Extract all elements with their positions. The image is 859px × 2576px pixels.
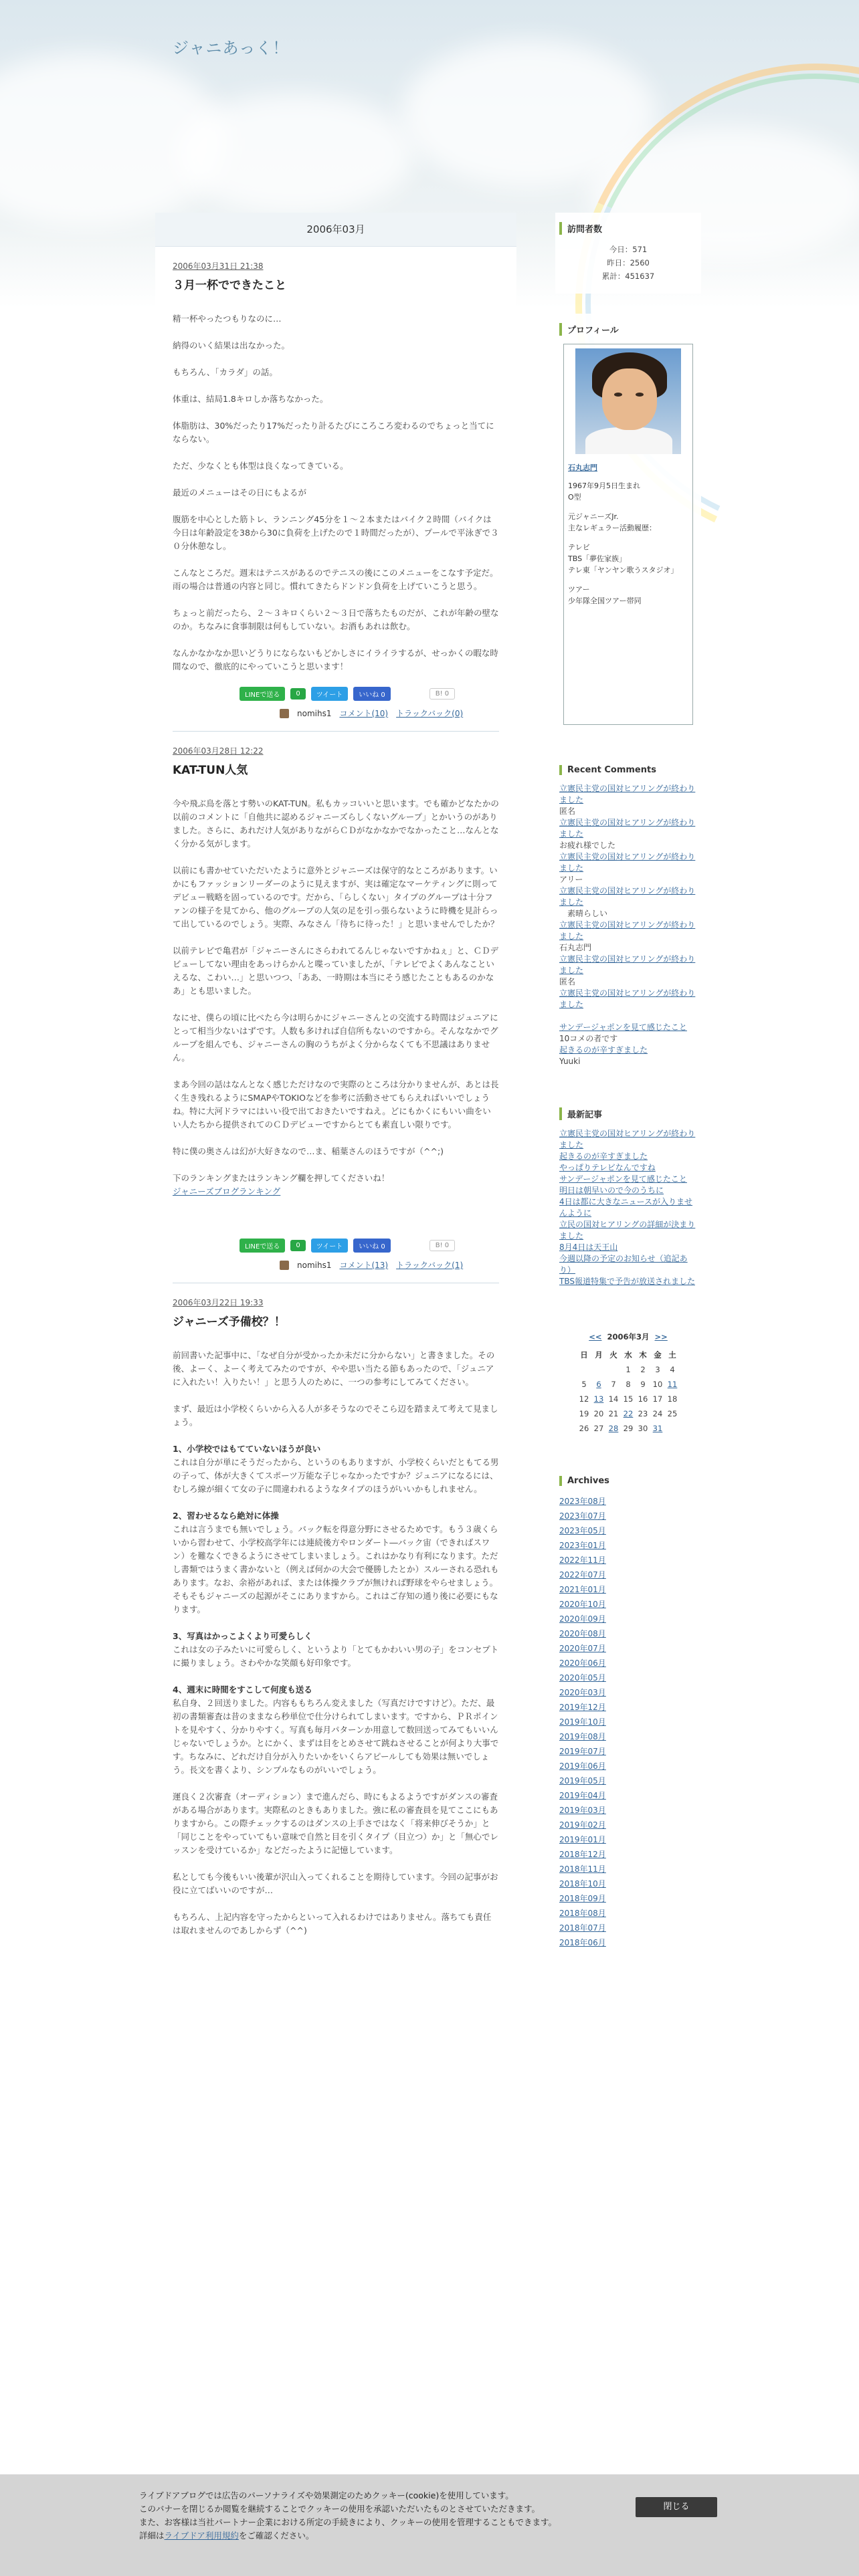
ranking-link[interactable]: ジャニーズブログランキング (173, 1186, 281, 1196)
paragraph: まあ今回の話はなんとなく感じただけなので実際のところは分かりませんが、あとは長く生き残れるようにSMAPやTOKIOなどを参考に活動させてもらえればいいでしょうね。特に大河ドラマにはいい役で出ておきたいですねえ。どにもかくにもいい曲をいい人たちから提供されてのＣＤデビューですからとても素直しい限りです。 (173, 1079, 499, 1130)
calendar-day: 4 (670, 1365, 675, 1374)
calendar-weekday: 火 (609, 1350, 617, 1360)
paragraph: 以前テレビで亀君が「ジャニーさんにさらわれてるんじゃないですかねぇ」と、ＣＤデビューしてない理由をあっけらかんと喋っていましたが、「テレビでよくあんなこといえるな、こわい…」と思いつつ、「ああ、一時期は本当にそう感じたこともあるのかなあ」とも思いました。 (173, 946, 499, 996)
paragraph: ちょっと前だったら、２～３キロくらい２～３日で落ちたものだが、これが年齢の壁なのか。ちなみに食事制限は何もしていない。お酒もあれは飲む。 (173, 608, 499, 631)
article-2 (173, 732, 499, 1283)
hatena-bookmark-button[interactable]: B! 0 (430, 1240, 455, 1251)
comment-author: 10コメの者です (559, 1034, 618, 1043)
article-title[interactable]: ３月一杯でできたこと (173, 279, 286, 292)
paragraph: 私としても今後もいい後輩が沢山入ってくれることを期待しています。今回の記事がお役に立てばいいのですが… (173, 1872, 498, 1895)
archive-link[interactable]: 2021年01月 (559, 1585, 606, 1594)
recent-comment-link[interactable]: 起きるのが辛すぎました (559, 1045, 648, 1055)
archive-link[interactable]: 2023年01月 (559, 1541, 606, 1550)
calendar-weekday: 金 (654, 1350, 662, 1360)
calendar-day: 16 (638, 1394, 648, 1404)
archive-link[interactable]: 2018年10月 (559, 1879, 606, 1889)
calendar-day: 27 (593, 1424, 604, 1433)
paragraph: もちろん、「カラダ」の話。 (173, 367, 278, 377)
calendar-day: 3 (655, 1365, 660, 1374)
section-heading: 3、写真はかっこよくより可愛らしく (173, 1631, 312, 1641)
calendar-day: 12 (579, 1394, 589, 1404)
profile-box (555, 314, 701, 736)
paragraph: 特に僕の奥さんは幻が大好きなので…ま、稲葉さんのほうですが（^^;) (173, 1146, 444, 1156)
paragraph: 私自身、２回送りました。内容ももちろん変えました（写真だけですけど）。ただ、最初の書類審査は昔のままなら秒単位で仕分けられてしまいます。ですから、ＰＲポイントを見やすく、分かりやすく。写真も毎月パターンか用意して数回送ってみてもいいんじゃないでしょうか。とにかく、まずは目をとめさせて跳ねさせることが何より大事です。ちなみに、どれだけ自分が入りたいかをいくらアピールしても効果は無いでしょう。長文を書くより、シンプルなものがいいでしょう。 (173, 1698, 499, 1775)
paragraph: 精一杯やったつもりなのに… (173, 314, 282, 324)
paragraph: 以前にも書かせていただいたように意外とジャニーズは保守的なところがあります。いかにもファッションリーダーのように見えますが、実は確定なマーケティングに則ってデビュー戦略を固っているのです。だから、「らしくない」タイプのグループは十分ファンの様子を見てから、他のグループの人気の足を引っ張らないように時機を見計らって出しているのでしょう。実際、みなさん「待ちに待った！」と思いませんでしたか？ (173, 865, 499, 929)
recent-comment-link[interactable]: サンデージャポンを見て感じたこと (559, 1023, 687, 1032)
calendar-table (577, 1348, 680, 1436)
profile-photo (575, 348, 681, 454)
archive-list (559, 1494, 697, 1950)
calendar-day-link[interactable]: 11 (667, 1380, 678, 1389)
archive-link[interactable]: 2018年07月 (559, 1923, 606, 1933)
archive-link[interactable]: 2019年07月 (559, 1747, 606, 1756)
archive-link[interactable]: 2019年01月 (559, 1835, 606, 1844)
paragraph: 下のランキングまたはランキング欄を押してくださいね！ (173, 1173, 390, 1183)
archive-link[interactable]: 2019年06月 (559, 1761, 606, 1771)
paragraph: これは自分が単にそうだったから、というのもありますが、小学校くらいだともてる男の子って、体が大きくてスポーツ万能な子じゃなかったですか？ジュニアになるには、むしろ線が細くて女の子に間違われるようなタイプのほうがいいかもしれません。 (173, 1457, 499, 1494)
archive-link[interactable]: 2018年09月 (559, 1894, 606, 1903)
archive-link[interactable]: 2019年02月 (559, 1820, 606, 1830)
archive-link[interactable]: 2020年09月 (559, 1614, 606, 1624)
recent-post-link[interactable]: 明日は朝早いので今のうちに (559, 1186, 664, 1195)
recent-comments-box (555, 756, 701, 1078)
visitors-heading: 訪問者数 (559, 222, 697, 235)
cookie-text-2: このバナーを閉じるか閲覧を継続することでクッキーの使用を承認いただいたものとさせていただきます。 (139, 2504, 541, 2514)
recent-comments-heading: Recent Comments (559, 765, 697, 775)
recent-post-link[interactable]: サンデージャポンを見て感じたこと (559, 1174, 687, 1184)
archive-link[interactable]: 2018年08月 (559, 1909, 606, 1918)
article-3 (173, 1283, 499, 1937)
profile-tv1: TBS「夢佐家族」 (568, 554, 627, 563)
calendar-weekday: 木 (639, 1350, 647, 1360)
visitors-today: 今日：571 (609, 245, 648, 254)
calendar-weekday: 月 (595, 1350, 603, 1360)
calendar-day: 14 (608, 1394, 619, 1404)
tweet-button[interactable]: ツイート (311, 687, 349, 701)
paragraph: 前回書いた記事中に、「なぜ自分が受かったか未だに分からない」と書きました。その後、よーく、よーく考えてみたのですが、やや思い当たる節もあったので、「ジュニアに入れたい！入りたい！」と思う人のために、一つの参考にしてみてください。 (173, 1350, 495, 1387)
archive-link[interactable]: 2019年08月 (559, 1732, 606, 1741)
article-date[interactable]: 2006年03月28日 12:22 (173, 746, 264, 756)
visitors-yesterday: 昨日：2560 (607, 258, 650, 267)
share-bar (240, 1239, 499, 1253)
recent-posts-box (555, 1098, 701, 1298)
recent-comment-link[interactable]: 立憲民主党の国対ヒアリングが終わりました (559, 920, 696, 941)
profile-tour-label: ツアー (568, 585, 590, 594)
comment-author: 石丸志門 (559, 943, 592, 952)
archive-link[interactable]: 2023年08月 (559, 1497, 606, 1506)
paragraph: 運良く２次審査（オーディション）まで進んだら、時にもよるようですがダンスの審査がある場合があります。実際私のときもありました。強に私の審査員を見てここにもありますから。この際チェックするのはダンスの上手さではなく「将来伸びそうか」と「同じことをやっていてもい意味で自然と目を引くタイプ（目立つ）か」と「無心でレッスンを受けているか」などだったように記憶しています。 (173, 1792, 498, 1855)
recent-comment-link[interactable]: 立憲民主党の国対ヒアリングが終わりました (559, 988, 696, 1009)
article-1 (173, 247, 499, 732)
calendar-day: 17 (652, 1394, 663, 1404)
profile-birth: 1967年9月5日生まれ (568, 481, 640, 490)
paragraph: ただ、少なくとも体型は良くなってきている。 (173, 461, 349, 471)
paragraph: なんかなかなか思いどうりにならないもどかしさにイライラするが、せっかくの暇な時間なので、徹底的にやっていこうと思います！ (173, 648, 498, 671)
cookie-text-prefix: 詳細は (139, 2531, 165, 2541)
trackback-link[interactable]: トラックバック(0) (396, 709, 464, 718)
archive-link[interactable]: 2020年05月 (559, 1673, 606, 1683)
recent-post-link[interactable]: 4日は都に大きなニュースが入りませんように (559, 1197, 693, 1218)
profile-blood: O型 (568, 493, 581, 502)
profile-jr: 元ジャニーズJr. (568, 512, 619, 521)
line-share-button[interactable]: LINEで送る (240, 1239, 285, 1253)
article-body (173, 797, 499, 1198)
calendar-prev-link[interactable]: << (589, 1332, 602, 1341)
calendar-box (555, 1318, 701, 1446)
archive-link[interactable]: 2020年07月 (559, 1644, 606, 1653)
paragraph: 体脂肪は、30%だったり17%だったり計るたびにころころ変わるのでちょっと当てにならない。 (173, 421, 494, 444)
cookie-text-suffix: をご確認ください。 (238, 2531, 314, 2541)
recent-comment-link[interactable]: 立憲民主党の国対ヒアリングが終わりました (559, 852, 696, 873)
calendar-day: 19 (579, 1409, 589, 1418)
line-share-button[interactable]: LINEで送る (240, 687, 285, 701)
paragraph: こんなところだ。週末はテニスがあるのでテニスの後にこのメニューをこなす予定だ。雨の場合は普通の内容と同じ。慣れてきたらドンドン負荷を上げていこうと思う。 (173, 568, 498, 591)
recent-posts-heading: 最新記事 (559, 1107, 697, 1120)
author-name: nomihs1 (297, 708, 332, 718)
paragraph: なにせ、僕らの頃に比べたら今は明らかにジャニーさんとの交流する時間はジュニアにとって相当少ないはずです。人数も多ければ自信所もないのですから。そんななかでグループを組んでも、ジャニーさんの胸のうちがよく分からなくても不思議はありません。 (173, 1012, 498, 1063)
comments-link[interactable]: コメント(13) (339, 1261, 389, 1270)
article-date[interactable]: 2006年03月22日 19:33 (173, 1298, 264, 1307)
calendar-day: 7 (611, 1380, 616, 1389)
author-name: nomihs1 (297, 1260, 332, 1270)
profile-heading: プロフィール (559, 323, 697, 336)
main-column (155, 213, 516, 2486)
calendar-day: 18 (667, 1394, 678, 1404)
archive-link[interactable]: 2020年10月 (559, 1600, 606, 1609)
profile-tv2: テレ東「ヤンヤン歌うスタジオ」 (568, 566, 678, 574)
calendar-day: 8 (626, 1380, 631, 1389)
calendar-day: 9 (640, 1380, 646, 1389)
calendar-day: 30 (638, 1424, 648, 1433)
archive-link[interactable]: 2020年03月 (559, 1688, 606, 1697)
author-avatar-icon (280, 1261, 289, 1270)
archives-box (555, 1467, 701, 1961)
trackback-link[interactable]: トラックバック(1) (396, 1261, 464, 1270)
archive-link[interactable]: 2023年07月 (559, 1511, 606, 1521)
calendar-day-link[interactable]: 28 (608, 1424, 619, 1433)
recent-post-link[interactable]: 起きるのが辛すぎました (559, 1152, 648, 1161)
recent-comment-link[interactable]: 立憲民主党の国対ヒアリングが終わりました (559, 818, 696, 839)
profile-regular: 主なレギュラー活動履歴： (568, 524, 656, 532)
section-heading: 4、週末に時間をすこして何度も送る (173, 1685, 312, 1695)
calendar-day[interactable] (591, 1377, 606, 1392)
sidebar (555, 213, 701, 1981)
calendar-weekday: 水 (624, 1350, 632, 1360)
calendar-day: 1 (626, 1365, 631, 1374)
archive-link[interactable]: 2019年05月 (559, 1776, 606, 1786)
section-heading: 2、習わせるなら絶対に体操 (173, 1511, 279, 1521)
month-heading: 2006年03月 (155, 213, 516, 247)
article-body (173, 1349, 499, 1937)
profile-tour1: 少年隊全国ツアー帯同 (568, 597, 642, 605)
calendar-day: 23 (638, 1409, 648, 1418)
paragraph: 最近のメニューはその日にもよるが (173, 488, 307, 498)
calendar-next-link[interactable]: >> (654, 1332, 668, 1341)
cookie-text-1: ライブドアブログでは広告のパーソナライズや効果測定のためクッキー(cookie)を使用しています。 (139, 2490, 514, 2500)
author-avatar-icon (280, 709, 289, 718)
calendar-day-link[interactable]: 22 (623, 1409, 634, 1418)
calendar-day-link[interactable]: 6 (596, 1380, 601, 1389)
cookie-text-4 (139, 2529, 621, 2543)
recent-post-link[interactable]: やっぱりテレビなんですね (559, 1163, 656, 1172)
comment-author: 素晴らしい (559, 909, 608, 918)
paragraph: 腹筋を中心とした筋トレ、ランニング45分を１～２本またはバイク２時間（バイクは今日は年齢設定を38から30に負荷を上げたので１時間だったが）、プールで平泳ぎで３０分休憩なし。 (173, 514, 499, 551)
facebook-like-button[interactable]: いいね 0 (353, 1239, 391, 1253)
calendar-day: 24 (652, 1409, 663, 1418)
archive-link[interactable]: 2018年06月 (559, 1938, 606, 1947)
recent-post-link[interactable]: 今週以降の予定のお知らせ（追記あり） (559, 1254, 688, 1275)
calendar-weekday: 土 (668, 1350, 676, 1360)
article-title[interactable]: KAT-TUN人気 (173, 764, 248, 777)
calendar-day-link[interactable]: 31 (652, 1424, 663, 1433)
calendar-day: 10 (652, 1380, 663, 1389)
comment-author: 匿名 (559, 977, 576, 986)
calendar-day[interactable] (665, 1377, 680, 1392)
calendar-day: 20 (593, 1409, 604, 1418)
visitor-counter (555, 213, 701, 294)
cookie-close-button[interactable]: 閉じる (636, 2497, 717, 2517)
archive-link[interactable]: 2023年05月 (559, 1526, 606, 1535)
comment-author: Yuuki (559, 1057, 581, 1066)
paragraph: まず、最近は小学校くらいから入る人が多そうなのでそこら辺を踏まえて考えて見ましょう。 (173, 1404, 498, 1427)
archive-link[interactable]: 2018年12月 (559, 1850, 606, 1859)
recent-comment-link[interactable]: 立憲民主党の国対ヒアリングが終わりました (559, 954, 696, 975)
share-bar (240, 687, 499, 701)
recent-post-link[interactable]: 立憲民主党の国対ヒアリングが終わりました (559, 1129, 696, 1150)
recent-comment-link[interactable]: 立憲民主党の国対ヒアリングが終わりました (559, 784, 696, 804)
comment-author: お疲れ様でした (559, 841, 616, 850)
comment-author: アリー (559, 875, 583, 884)
cookie-banner (0, 2474, 859, 2576)
archive-link[interactable]: 2022年11月 (559, 1555, 606, 1565)
recent-post-link[interactable]: TBS報道特集で予告が放送されました (559, 1277, 695, 1286)
mix-check-button[interactable]: 0 (290, 1240, 305, 1251)
visitors-total: 累計：451637 (601, 272, 655, 281)
paragraph: これは女の子みたいに可愛らしく、というより「とてもかわいい男の子」をコンセプトに撮りましょう。さわやかな笑顔も好印象です。 (173, 1644, 499, 1668)
recent-post-link[interactable]: 8月4日は天王山 (559, 1243, 618, 1252)
article-meta (280, 1259, 499, 1271)
calendar-nav (559, 1331, 697, 1342)
terms-link[interactable]: ライブドア利用規約 (164, 2531, 239, 2541)
recent-comment-link[interactable]: 立憲民主党の国対ヒアリングが終わりました (559, 886, 696, 907)
comments-link[interactable]: コメント(10) (339, 709, 389, 718)
calendar-day[interactable] (650, 1421, 665, 1436)
archive-link[interactable]: 2019年04月 (559, 1791, 606, 1800)
calendar-day: 29 (623, 1424, 634, 1433)
article-title[interactable]: ジャニーズ予備校？！ (173, 1315, 286, 1329)
site-title[interactable]: ジャニあっく！ (173, 39, 290, 58)
calendar-day[interactable] (621, 1406, 636, 1421)
paragraph: もちろん、上記内容を守ったからといって入れるわけではありません。落ちても責任は取れませんのであしからず（^^) (173, 1912, 492, 1935)
profile-tv-label: テレビ (568, 543, 590, 552)
paragraph: 体重は、結局1.8キロしか落ちなかった。 (173, 394, 328, 404)
archives-heading: Archives (559, 1476, 697, 1486)
calendar-day: 25 (667, 1409, 678, 1418)
archive-link[interactable]: 2019年12月 (559, 1703, 606, 1712)
hatena-bookmark-button[interactable]: B! 0 (430, 688, 455, 700)
calendar-day (665, 1421, 680, 1436)
calendar-day (606, 1362, 621, 1377)
paragraph: 今や飛ぶ鳥を落とす勢いのKAT-TUN。私もカッコいいと思います。でも確かどなたかの以前のコメントに「自他共に認めるジャニーズらしくないグループ」とかいうのがありました。さらに、あれだけ人気がありながらＣＤがなかなかでなかったこと…なんとなく分かる気がします。 (173, 798, 499, 849)
calendar-day: 26 (579, 1424, 589, 1433)
cookie-text-3: また、お客様は当社パートナー企業における所定の手続きにより、クッキーの使用を管理することもできます。 (139, 2517, 557, 2527)
comment-author: 匿名 (559, 807, 576, 816)
calendar-day: 2 (640, 1365, 646, 1374)
tweet-button[interactable]: ツイート (311, 1239, 349, 1253)
archive-link[interactable]: 2019年03月 (559, 1806, 606, 1815)
paragraph: 納得のいく結果は出なかった。 (173, 340, 290, 350)
archive-link[interactable]: 2020年08月 (559, 1629, 606, 1638)
calendar-day: 5 (581, 1380, 587, 1389)
calendar-month: 2006年3月 (607, 1332, 650, 1341)
archive-link[interactable]: 2020年06月 (559, 1658, 606, 1668)
article-body (173, 312, 499, 673)
article-date[interactable]: 2006年03月31日 21:38 (173, 261, 264, 271)
archive-link[interactable]: 2018年11月 (559, 1864, 606, 1874)
section-heading: 1、小学校ではもてていないほうが良い (173, 1444, 321, 1454)
calendar-day[interactable] (591, 1392, 606, 1406)
paragraph: これは言うまでも無いでしょう。バック転を得意分野にさせるためです。もう３歳くらいから習わせて、小学校高学年には連続後方やロンダート―バック宙（できればスワン）を難なくできるようにさせてしまいましょう。これはかなり有利になります。ただし書類ではうまく書かないと（例えば何かの大会で優勝したとか）スルーされる恐れもあります。なお、余裕があれば、または体操クラブが無ければ野球をやらせましょう。そもそもジャニーズの起源がそこにありますから。これはご存知の通り後に必要にもなります。 (173, 1524, 499, 1614)
calendar-day: 15 (623, 1394, 634, 1404)
calendar-day[interactable] (606, 1421, 621, 1436)
calendar-day-link[interactable]: 13 (593, 1394, 604, 1404)
mix-check-button[interactable]: 0 (290, 688, 305, 700)
calendar-day (591, 1362, 606, 1377)
calendar-weekday: 日 (580, 1350, 588, 1360)
calendar-day: 21 (608, 1409, 619, 1418)
facebook-like-button[interactable]: いいね 0 (353, 687, 391, 701)
recent-post-link[interactable]: 立民の国対ヒアリングの詳細が決まりました (559, 1220, 696, 1241)
archive-link[interactable]: 2022年07月 (559, 1570, 606, 1580)
article-meta (280, 708, 499, 719)
profile-name-link[interactable]: 石丸志門 (568, 463, 597, 472)
archive-link[interactable]: 2019年10月 (559, 1717, 606, 1727)
calendar-day (577, 1362, 591, 1377)
